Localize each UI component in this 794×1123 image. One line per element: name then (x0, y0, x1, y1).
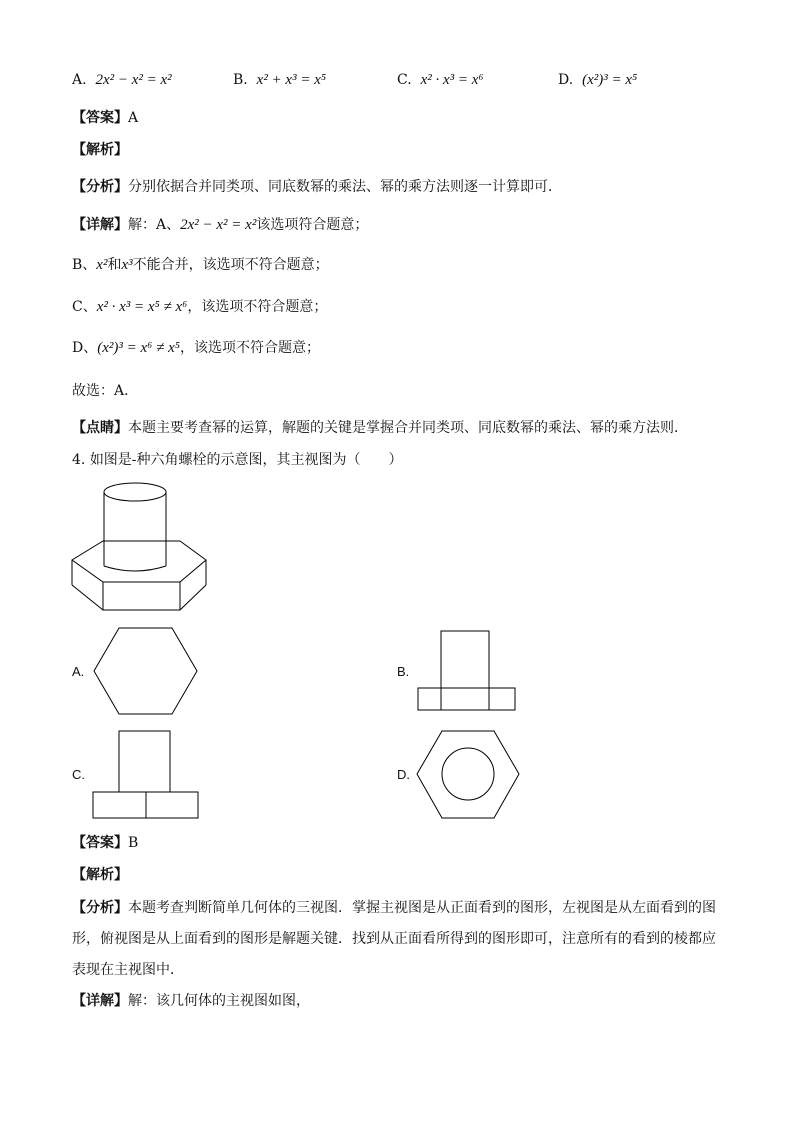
q4-option-d-label: D. (397, 767, 410, 782)
analysis-heading-q4: 【解析】 (72, 867, 128, 883)
analysis-heading-q3: 【解析】 (72, 142, 128, 158)
detail-line-b: B、x²和x³不能合并，该选项不符合题意； (72, 257, 329, 273)
q4-option-b-label: B. (397, 664, 410, 679)
fenxi-q4-line3: 表现在主视图中． (72, 962, 184, 978)
q4-option-c-label: C. (72, 767, 85, 782)
answer-q4: 【答案】B (72, 835, 139, 851)
detail-q3: 【详解】解：A、2x² − x² = x²该选项符合题意； (72, 217, 369, 233)
option-c: C. x² · x³ = x⁶ (397, 72, 484, 88)
detail-line-d: D、(x²)³ = x⁶ ≠ x⁵，该选项不符合题意； (72, 340, 320, 356)
option-b: B. x² + x³ = x⁵ (233, 72, 327, 88)
detail-q4: 【详解】解：该几何体的主视图如图， (72, 993, 310, 1009)
question-4: 4. 如图是-种六角螺栓的示意图，其主视图为（ ） (72, 452, 403, 468)
option-a: A. 2x² − x² = x² (72, 72, 172, 88)
fenxi-q4-line1: 【分析】本题考查判断简单几何体的三视图．掌握主视图是从正面看到的图形，左视图是从左面看到的图 (72, 900, 716, 916)
q4-option-a-label: A. (72, 664, 85, 679)
dianjing-q3: 【点睛】本题主要考查幂的运算，解题的关键是掌握合并同类项、同底数幂的乘法、幂的乘方法则． (72, 420, 688, 436)
answer-q3: 【答案】A (72, 110, 139, 126)
choose-q3: 故选：A． (72, 383, 139, 399)
option-d: D. (x²)³ = x⁵ (558, 72, 638, 88)
fenxi-q3: 【分析】分别依据合并同类项、同底数幂的乘法、幂的乘方法则逐一计算即可． (72, 179, 562, 195)
detail-line-c: C、x² · x³ = x⁵ ≠ x⁶，该选项不符合题意； (72, 299, 328, 315)
fenxi-q4-line2: 形，俯视图是从上面看到的图形是解题关键．找到从正面看所得到的图形即可，注意所有的看到的棱都应 (72, 931, 716, 947)
